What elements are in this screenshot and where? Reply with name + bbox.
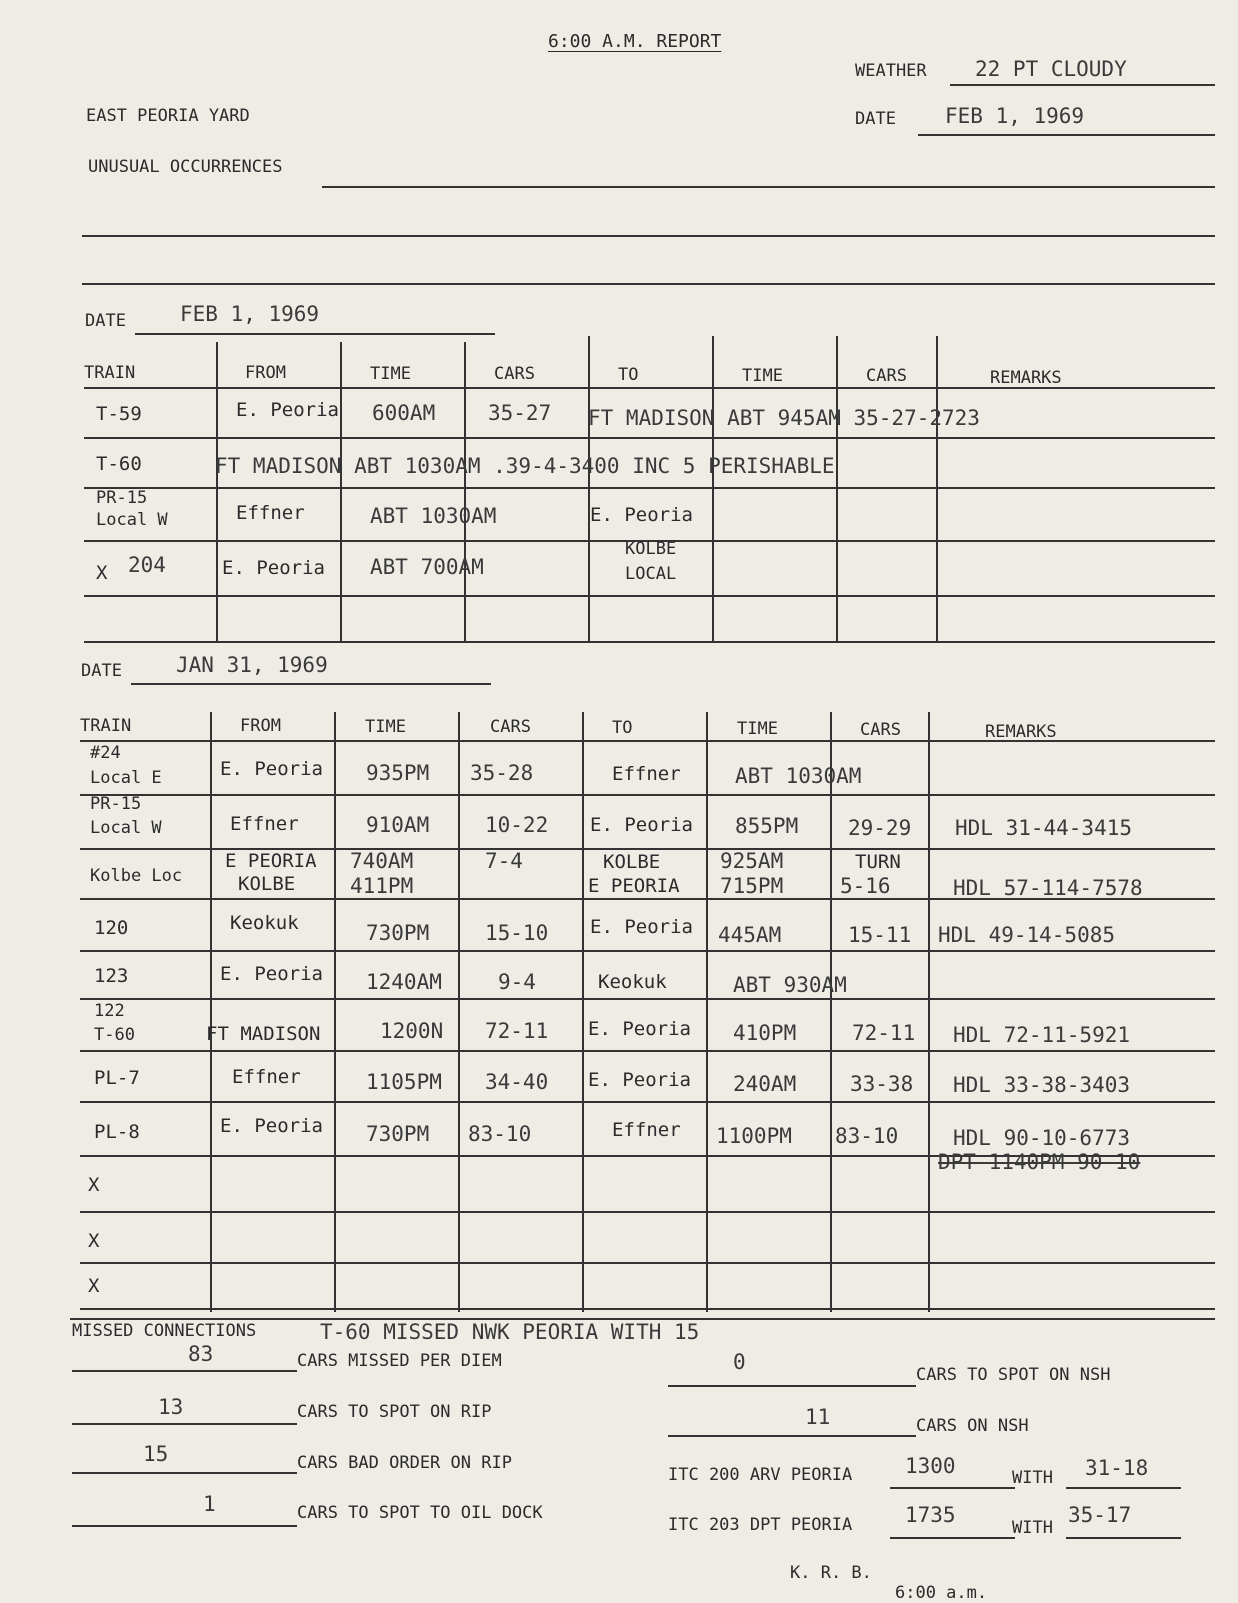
section1-date-label: DATE xyxy=(85,311,126,331)
weather-value: 22 PT CLOUDY xyxy=(975,57,1127,81)
table-row-remarks: HDL 33-38-3403 xyxy=(953,1073,1131,1097)
signature-time: 6:00 a.m. xyxy=(895,1583,988,1603)
col-header-train: TRAIN xyxy=(80,716,132,736)
footer-label: CARS TO SPOT ON NSH xyxy=(916,1365,1111,1385)
col-header-cars: CARS xyxy=(494,364,535,384)
table-row-time: 740AM xyxy=(350,849,414,873)
table-row-cars: 35-28 xyxy=(470,761,534,785)
table-row-time2: 445AM xyxy=(718,923,782,947)
table-row-time2: 1100PM xyxy=(716,1124,792,1148)
footer-label: CARS BAD ORDER ON RIP xyxy=(297,1453,512,1473)
section2-date-value: JAN 31, 1969 xyxy=(176,653,328,677)
table-row-cars: 10-22 xyxy=(485,813,549,837)
weather-label: WEATHER xyxy=(855,61,927,81)
itc-label: ITC 200 ARV PEORIA xyxy=(668,1465,853,1485)
table-row-from: E. Peoria xyxy=(220,758,323,780)
table-row-to: KOLBE xyxy=(603,851,661,873)
table-row-remarks: HDL 49-14-5085 xyxy=(938,923,1116,947)
weather-line xyxy=(950,84,1215,86)
table-row-cars2: 72-11 xyxy=(852,1021,916,1045)
table-row-train: PR-15 xyxy=(90,794,142,814)
table-row-train-line2: T-60 xyxy=(94,1025,135,1045)
signature: K. R. B. xyxy=(790,1563,872,1583)
section2-date-label: DATE xyxy=(81,661,122,681)
itc-with-value: 35-17 xyxy=(1068,1503,1132,1527)
table-row-time2: ABT 1030AM xyxy=(735,764,862,788)
table-row-to: E. Peoria xyxy=(588,1069,691,1091)
table-row-time: ABT 1030AM xyxy=(370,504,497,528)
col-header-to: TO xyxy=(612,718,633,738)
footer-label: CARS ON NSH xyxy=(916,1416,1029,1436)
table-row-time: 1105PM xyxy=(366,1070,442,1094)
table-row-cars: 34-40 xyxy=(485,1070,549,1094)
col-header-remarks: REMARKS xyxy=(990,368,1062,388)
col-header-cars2: CARS xyxy=(860,720,901,740)
table-row-train: 122 xyxy=(94,1001,125,1021)
table-row-train: T-59 xyxy=(96,403,142,425)
table-row-train: PL-8 xyxy=(94,1121,140,1143)
table-row-time: 730PM xyxy=(366,921,430,945)
table-row-remarks-line2: DPT 1140PM 90-10 xyxy=(938,1150,1141,1174)
itc-time: 1735 xyxy=(905,1503,956,1527)
col-header-time2: TIME xyxy=(742,366,783,386)
table-row-train-line2: Local W xyxy=(90,818,162,838)
table-row-to: E. Peoria xyxy=(590,504,693,526)
table-row-time: 1240AM xyxy=(366,970,442,994)
table-row-to: E. Peoria xyxy=(590,916,693,938)
itc-with-label: WITH xyxy=(1012,1468,1053,1488)
table-row-remarks: HDL 90-10-6773 xyxy=(953,1126,1131,1150)
table-row-time: 730PM xyxy=(366,1122,430,1146)
table-row-span: FT MADISON ABT 1030AM .39-4-3400 INC 5 PERISHABLE xyxy=(215,454,835,478)
table-row-to-line2: E PEORIA xyxy=(588,875,680,897)
table-row-cars2: 15-11 xyxy=(848,923,912,947)
table-row-train: X xyxy=(88,1230,100,1252)
unusual-label: UNUSUAL OCCURRENCES xyxy=(88,157,283,177)
footer-value: 11 xyxy=(805,1405,831,1429)
col-header-to: TO xyxy=(618,365,639,385)
table-row-time2: 240AM xyxy=(733,1072,797,1096)
table-row-time2: 855PM xyxy=(735,814,799,838)
table-row-train: X xyxy=(96,562,108,584)
unusual-line-1 xyxy=(322,186,1215,188)
table-row-remarks: HDL 31-44-3415 xyxy=(955,816,1133,840)
table-row-to: E. Peoria xyxy=(588,1018,691,1040)
table-row-from: Effner xyxy=(230,813,299,835)
itc-time: 1300 xyxy=(905,1454,956,1478)
table-row-from: E PEORIA xyxy=(225,850,317,872)
table-row-time: 910AM xyxy=(366,813,430,837)
table-row-time2: 925AM xyxy=(720,849,784,873)
table-row-time: ABT 700AM xyxy=(370,555,484,579)
table-row-from: E. Peoria xyxy=(236,399,339,421)
table-row-cars2: 33-38 xyxy=(850,1072,914,1096)
unusual-line-2 xyxy=(82,235,1215,237)
table-row-train: #24 xyxy=(90,743,121,763)
table-row-from: Keokuk xyxy=(230,912,299,934)
section2-date-line xyxy=(131,683,491,685)
unusual-line-3 xyxy=(82,283,1215,285)
table-row-time: 600AM xyxy=(372,401,436,425)
yard-name: EAST PEORIA YARD xyxy=(86,106,250,126)
table-row-cars2: TURN xyxy=(855,851,901,873)
table-row-cars: 15-10 xyxy=(485,921,549,945)
footer-value: 15 xyxy=(143,1442,169,1466)
section1-date-line xyxy=(135,333,495,335)
top-date-value: FEB 1, 1969 xyxy=(945,104,1085,128)
table-row-train: 120 xyxy=(94,917,129,939)
table-row-train: PR-15 xyxy=(96,488,148,508)
table-row-cars2: 83-10 xyxy=(835,1124,899,1148)
missed-value: T-60 MISSED NWK PEORIA WITH 15 xyxy=(320,1320,700,1344)
table-row-from: FT MADISON xyxy=(206,1023,321,1045)
top-date-line xyxy=(918,134,1215,136)
table-row-to: E. Peoria xyxy=(590,814,693,836)
table-row-train: 123 xyxy=(94,965,129,987)
top-date-label: DATE xyxy=(855,109,896,129)
col-header-from: FROM xyxy=(240,716,281,736)
table-row-cars: 7-4 xyxy=(485,849,523,873)
footer-label: CARS TO SPOT ON RIP xyxy=(297,1402,492,1422)
table-row-cars: 35-27 xyxy=(488,401,552,425)
table-row-train-line2: Local E xyxy=(90,768,162,788)
missed-label: MISSED CONNECTIONS xyxy=(72,1321,257,1341)
table-row-train: T-60 xyxy=(96,453,142,475)
table-row-cars2: 29-29 xyxy=(848,816,912,840)
table-row-train-note: 204 xyxy=(128,553,166,577)
table-row-from: Effner xyxy=(232,1066,301,1088)
col-header-cars: CARS xyxy=(490,717,531,737)
footer-label: CARS TO SPOT TO OIL DOCK xyxy=(297,1503,543,1523)
table-row-to: Effner xyxy=(612,763,681,785)
table-row-time: 935PM xyxy=(366,761,430,785)
table-row-train: PL-7 xyxy=(94,1067,140,1089)
table-row-train-line2: Local W xyxy=(96,510,168,530)
table-row-from: Effner xyxy=(236,502,305,524)
table-row-to-line2: LOCAL xyxy=(625,564,677,584)
col-header-remarks: REMARKS xyxy=(985,722,1057,742)
col-header-train: TRAIN xyxy=(84,363,136,383)
itc-label: ITC 203 DPT PEORIA xyxy=(668,1515,853,1535)
footer-value: 83 xyxy=(188,1342,214,1366)
report-title: 6:00 A.M. REPORT xyxy=(548,31,722,52)
footer-label: CARS MISSED PER DIEM xyxy=(297,1351,502,1371)
footer-value: 0 xyxy=(733,1350,746,1374)
table-row-to: Effner xyxy=(612,1119,681,1141)
footer-value: 13 xyxy=(158,1395,184,1419)
footer-value: 1 xyxy=(203,1492,216,1516)
table-row-cars2-line2: 5-16 xyxy=(840,874,891,898)
table-row-train: X xyxy=(88,1275,100,1297)
table-row-time2-line2: 715PM xyxy=(720,874,784,898)
table-row-from-line2: KOLBE xyxy=(238,873,296,895)
table-row-cars: 72-11 xyxy=(485,1019,549,1043)
table-row-remarks: HDL 57-114-7578 xyxy=(953,876,1143,900)
table-row-from: E. Peoria xyxy=(220,1115,323,1137)
col-header-cars2: CARS xyxy=(866,366,907,386)
table-row-train: X xyxy=(88,1174,100,1196)
table-row-train: Kolbe Loc xyxy=(90,866,183,886)
col-header-time2: TIME xyxy=(737,719,778,739)
table-row-time-line2: 411PM xyxy=(350,874,414,898)
table-row-cars: 9-4 xyxy=(498,970,536,994)
itc-with-value: 31-18 xyxy=(1085,1456,1149,1480)
table-row-from: E. Peoria xyxy=(220,963,323,985)
table-row-time: 1200N xyxy=(380,1019,444,1043)
table-row-span: FT MADISON ABT 945AM 35-27-2723 xyxy=(588,406,980,430)
table-row-from: E. Peoria xyxy=(222,557,325,579)
table-row-to: Keokuk xyxy=(598,971,667,993)
table-row-time2: 410PM xyxy=(733,1021,797,1045)
section1-date-value: FEB 1, 1969 xyxy=(180,302,320,326)
col-header-time: TIME xyxy=(370,364,411,384)
col-header-from: FROM xyxy=(245,363,286,383)
itc-with-label: WITH xyxy=(1012,1518,1053,1538)
table-row-time2: ABT 930AM xyxy=(733,973,847,997)
col-header-time: TIME xyxy=(365,717,406,737)
table-row-to: KOLBE xyxy=(625,539,677,559)
table-row-cars: 83-10 xyxy=(468,1122,532,1146)
table-row-remarks: HDL 72-11-5921 xyxy=(953,1023,1131,1047)
